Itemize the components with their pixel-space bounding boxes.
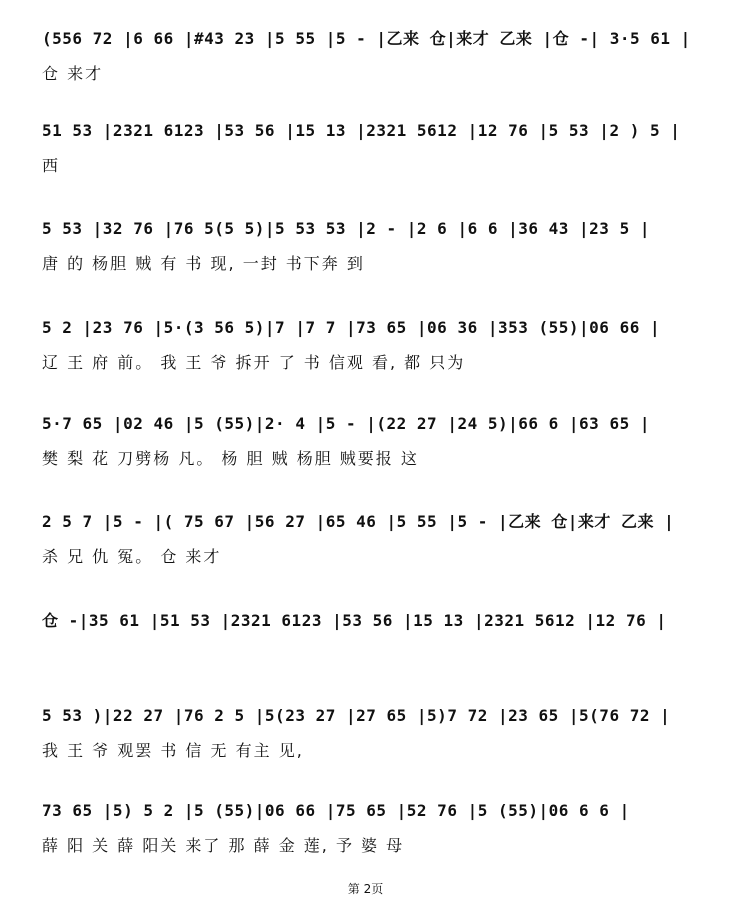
score-system-2: [42, 114, 702, 177]
lyric-line: 辽 王 府 前。 我 王 爷 拆开 了 书 信观 看, 都 只为: [42, 353, 466, 372]
score-system-1: [42, 22, 702, 85]
score-system-5: [42, 407, 702, 470]
score-system-9: [42, 794, 702, 857]
notation-line: 2 5 7 |5 - |( 75 67 |56 27 |65 46 |5 55 |5 - |乙来 仓|来才 乙来 |: [42, 512, 675, 531]
page-number: 第 2页: [347, 882, 384, 896]
notation-line: 5·7 65 |02 46 |5 (55)|2· 4 |5 - |(22 27 |24 5)|66 6 |63 65 |: [42, 414, 650, 433]
lyric-line: 杀 兄 仇 冤。 仓 来才: [42, 547, 222, 566]
lyric-line: [42, 645, 702, 667]
lyric-line: 西: [42, 156, 61, 175]
score-system-6: [42, 505, 702, 568]
lyric-line: 我 王 爷 观罢 书 信 无 有主 见,: [42, 741, 304, 760]
notation-line: 5 53 |32 76 |76 5(5 5)|5 53 53 |2 - |2 6 |6 6 |36 43 |23 5 |: [42, 219, 650, 238]
score-system-4: [42, 311, 702, 374]
lyric-line: 仓 来才: [42, 64, 104, 83]
score-system-3: [42, 212, 702, 275]
notation-line: (556 72 |6 66 |#43 23 |5 55 |5 - |乙来 仓|来才 乙来 |仓 -| 3·5 61 |: [42, 29, 691, 48]
lyric-line: 薛 阳 关 薛 阳关 来了 那 薛 金 莲, 予 婆 母: [42, 836, 405, 855]
lyric-line: 樊 梨 花 刀劈杨 凡。 杨 胆 贼 杨胆 贼要报 这: [42, 449, 419, 468]
lyric-line: 唐 的 杨胆 贼 有 书 现, 一封 书下奔 到: [42, 254, 365, 273]
score-system-7: [42, 604, 702, 667]
score-system-8: [42, 699, 702, 762]
notation-line: 73 65 |5) 5 2 |5 (55)|06 66 |75 65 |52 76 |5 (55)|06 6 6 |: [42, 801, 630, 820]
notation-line: 5 53 )|22 27 |76 2 5 |5(23 27 |27 65 |5)7 72 |23 65 |5(76 72 |: [42, 706, 671, 725]
notation-line: 仓 -|35 61 |51 53 |2321 6123 |53 56 |15 13 |2321 5612 |12 76 |: [42, 611, 667, 630]
notation-line: 5 2 |23 76 |5·(3 56 5)|7 |7 7 |73 65 |06 36 |353 (55)|06 66 |: [42, 318, 661, 337]
notation-line: 51 53 |2321 6123 |53 56 |15 13 |2321 5612 |12 76 |5 53 |2 ) 5 |: [42, 121, 681, 140]
